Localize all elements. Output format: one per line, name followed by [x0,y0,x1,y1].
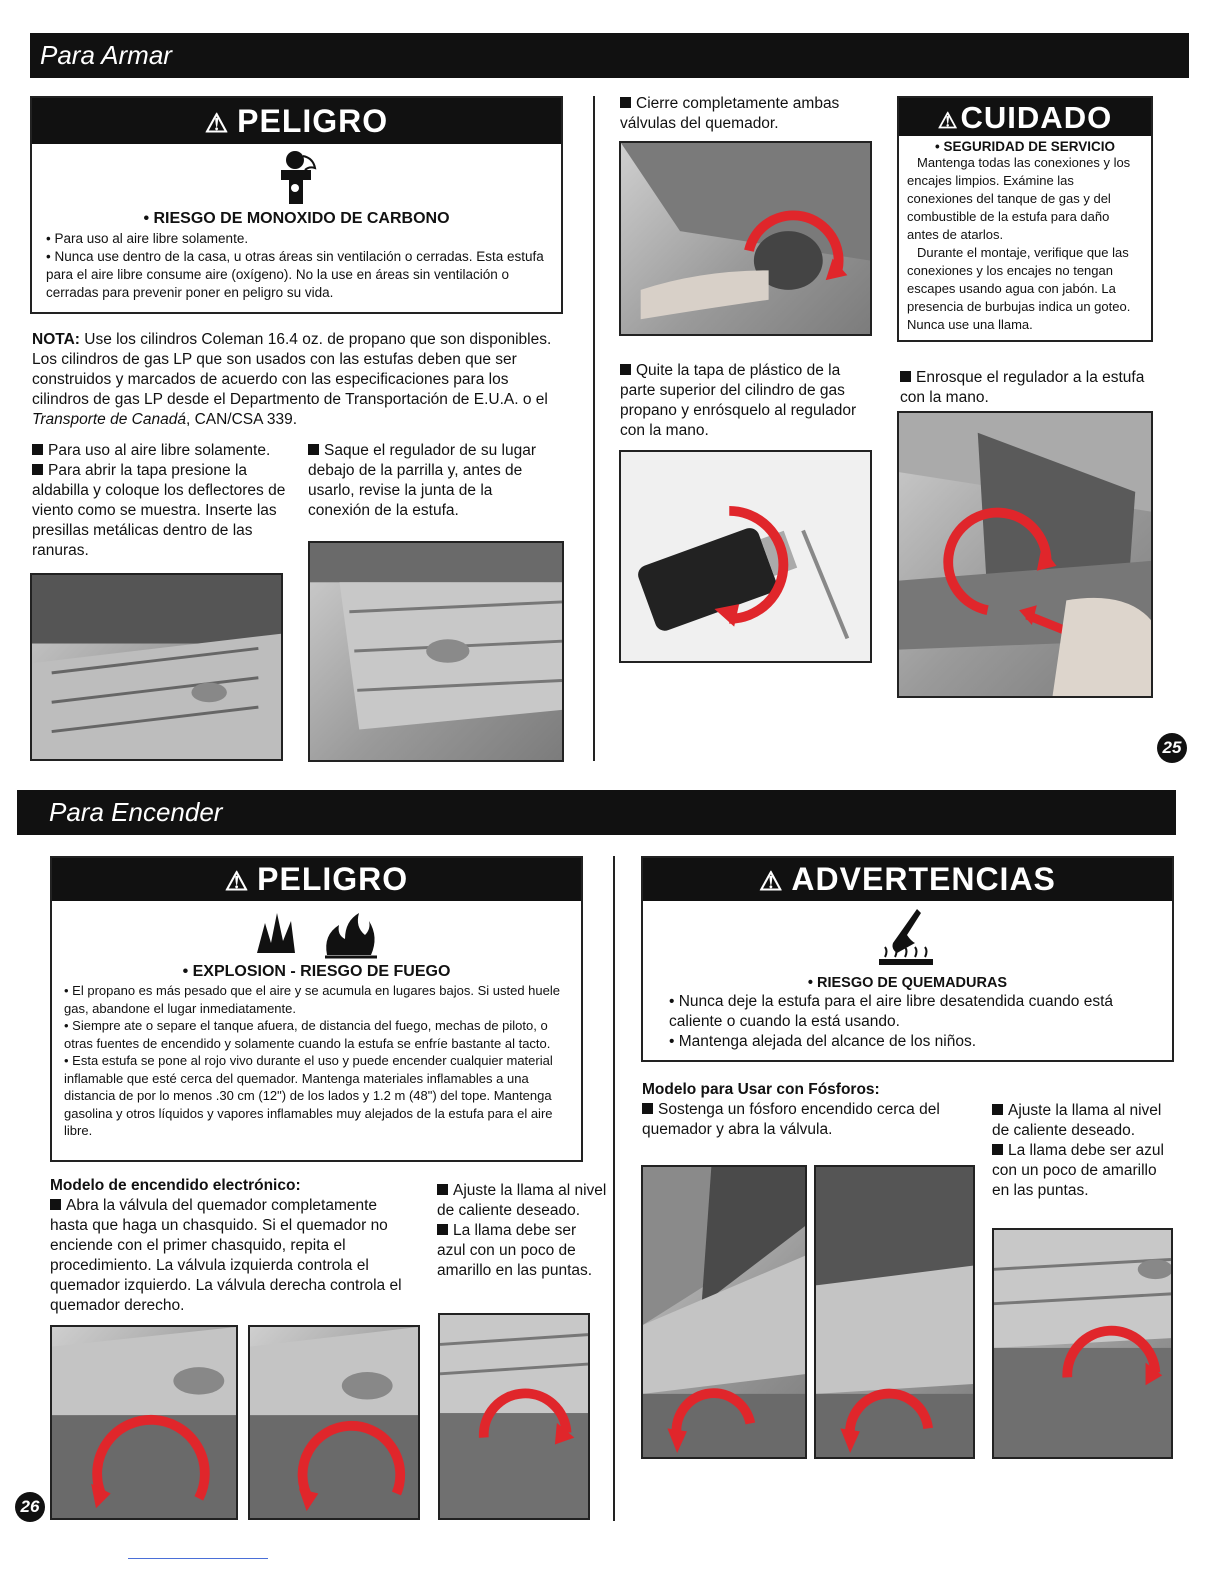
bullet-icon [992,1104,1003,1115]
step-item: Abra la válvula del quemador completamente hasta que haga un chasquido. Si el quemador no enciende con el primer chasquido, repita el procedimiento. La válvula izquierda controla el quemador izquierdo. La válvula derecha controla el quemador derecho. [50,1197,402,1314]
warning-triangle-icon: ⚠ [759,866,784,896]
warning-header: ⚠ ADVERTENCIAS [643,858,1172,901]
danger-line: • Para uso al aire libre solamente. [46,231,249,246]
section-banner-para-armar [30,33,1189,78]
nota-italic: Transporte de Canadá [32,411,186,428]
step-item-attach-cylinder: Quite la tapa de plástico de la parte superior del cilindro de gas propano y enrósquelo al regulador con la mano. [620,362,857,439]
caution-subtitle: • SEGURIDAD DE SERVICIO [934,139,1115,154]
bullet-icon [308,444,319,455]
photo-regulator-under-grill [308,541,564,762]
warning-box-burn-hazard [641,856,1174,1062]
photo-adjust-flame-matches [992,1228,1173,1459]
section-banner-para-encender [17,790,1176,835]
step-list-left [32,441,292,561]
bullet-icon [50,1199,61,1210]
step-item: La llama debe ser azul con un poco de amarillo en las puntas. [992,1142,1164,1199]
photo-adjust-flame [438,1313,590,1520]
section-title: Para Armar [40,40,172,70]
step-item: Ajuste la llama al nivel de caliente deseado. [992,1102,1162,1139]
bullet-icon [992,1144,1003,1155]
bullet-icon [437,1184,448,1195]
section-title: Para Encender [49,797,223,827]
caution-header: ⚠CUIDADO [899,98,1151,136]
page-number-badge: 26 [15,1492,45,1522]
page-number-badge: 25 [1157,733,1187,763]
danger-line: • Nunca use dentro de la casa, u otras áreas sin ventilación o cerradas. Esta estufa para el aire libre consume aire (oxígeno). No la use en áreas sin ventilación o cerradas para prevenir poner en peligro su vida. [46,249,544,300]
caution-paragraph: Durante el montaje, verifique que las conexiones y los encajes no tengan escapes usando agua con jabón. La presencia de burbujas indica un goteo. Nunca use una llama. [907,245,1131,332]
bullet-icon [642,1103,653,1114]
photo-cylinder-regulator [619,450,872,663]
caution-box-service-safety [897,96,1153,342]
nota-text: Use los cilindros Coleman 16.4 oz. de propano que son disponibles. Los cilindros de gas LP que son usados con las estufas deben que ser construidos y marcados de acuerdo con las especificaciones para los cilindros de gas LP desde el Departmento de Transportación de E.U.A. o el [32,331,552,408]
photo-close-valves [619,141,872,336]
danger-line: • El propano es más pesado que el aire y se acumula en lugares bajos. Si usted huele gas, abandone el lugar inmediatamente. [64,983,560,1016]
warning-subtitle: • RIESGO DE QUEMADURAS [807,975,1008,991]
photo-wind-deflectors [30,573,283,761]
photo-match-near-burner [641,1165,807,1459]
warning-triangle-icon: ⚠ [224,866,250,896]
bullet-icon [620,97,631,108]
warning-line: • Nunca deje la estufa para el aire libre desatendida cuando está caliente o cuando la está usando. [669,993,1114,1030]
burn-hazard-icon [643,905,1172,975]
step-item-regulator: Saque el regulador de su lugar debajo de la parrilla y, antes de usarlo, revise la junta de la conexión de la estufa. [308,442,536,519]
nota-label: NOTA: [32,331,80,348]
photo-screw-regulator [897,411,1153,698]
danger-line: • Esta estufa se pone al rojo vivo durante el uso y puede encender cualquier material inflamable que esté cerca del quemador. Mantenga materiales inflamables a una distancia de por lo menos .30 cm (12") de los lados y 1.2 m (48") del tope. Mantenga gasolina y otros líquidos y vapores inflamables muy alejados de la estufa para el aire libre. [64,1053,553,1138]
step-item: Para abrir la tapa presione la aldabilla y coloque los deflectores de viento como se muestra. Inserte las presillas metálicas dentro de las ranuras. [32,462,286,559]
bullet-icon [900,371,911,382]
step-item-screw-regulator: Enrosque el regulador a la estufa con la mano. [900,369,1145,406]
nota-paragraph [32,330,562,430]
bullet-icon [620,364,631,375]
bullet-icon [32,444,43,455]
bullet-icon [437,1224,448,1235]
step-list-adjust-flame-matches [992,1101,1167,1201]
nota-end: , CAN/CSA 339. [185,411,298,428]
electronic-ignition-section [50,1176,415,1316]
step-item: Sostenga un fósforo encendido cerca del quemador y abra la válvula. [642,1101,940,1138]
step-item: Ajuste la llama al nivel de caliente deseado. [437,1182,607,1219]
section-heading: Modelo de encendido electrónico: [50,1177,301,1194]
danger-header: ⚠ PELIGRO [32,98,561,144]
step-item-close-valves: Cierre completamente ambas válvulas del quemador. [620,95,840,132]
step-item: La llama debe ser azul con un poco de amarillo en las puntas. [437,1222,593,1279]
caution-paragraph: Mantenga todas las conexiones y los encajes limpios. Exámine las conexiones del tanque de gas y del combustible de la estufa para daño antes de atarlos. [907,155,1131,242]
explosion-fire-icon [52,903,581,963]
column-divider [593,96,595,761]
danger-header: ⚠ PELIGRO [52,858,581,901]
danger-box-explosion-fire [50,856,583,1162]
step-item: Para uso al aire libre solamente. [32,441,292,461]
danger-line: • Siempre ate o separe el tanque afuera, de distancia del fuego, mechas de piloto, o otras fuentes de encendido y solamente cuando la estufa se enfríe bastante al tacto. [64,1018,551,1051]
matches-model-section [642,1080,962,1140]
column-divider [613,856,615,1521]
carbon-monoxide-icon [32,148,561,208]
section-heading: Modelo para Usar con Fósforos: [642,1081,880,1098]
bullet-icon [32,464,43,475]
footer-rule [128,1558,268,1559]
warning-line: • Mantenga alejada del alcance de los niños. [669,1033,977,1050]
photo-ignite-right-valve [248,1325,420,1520]
photo-match-open-valve [814,1165,975,1459]
danger-subtitle: • EXPLOSION - RIESGO DE FUEGO [182,963,451,980]
step-list-adjust-flame [437,1181,607,1281]
photo-ignite-left-valve [50,1325,238,1520]
warning-triangle-icon: ⚠ [204,108,230,138]
warning-triangle-icon: ⚠ [937,108,959,133]
danger-box-carbon-monoxide [30,96,563,314]
danger-subtitle: • RIESGO DE MONOXIDO DE CARBONO [143,210,450,227]
